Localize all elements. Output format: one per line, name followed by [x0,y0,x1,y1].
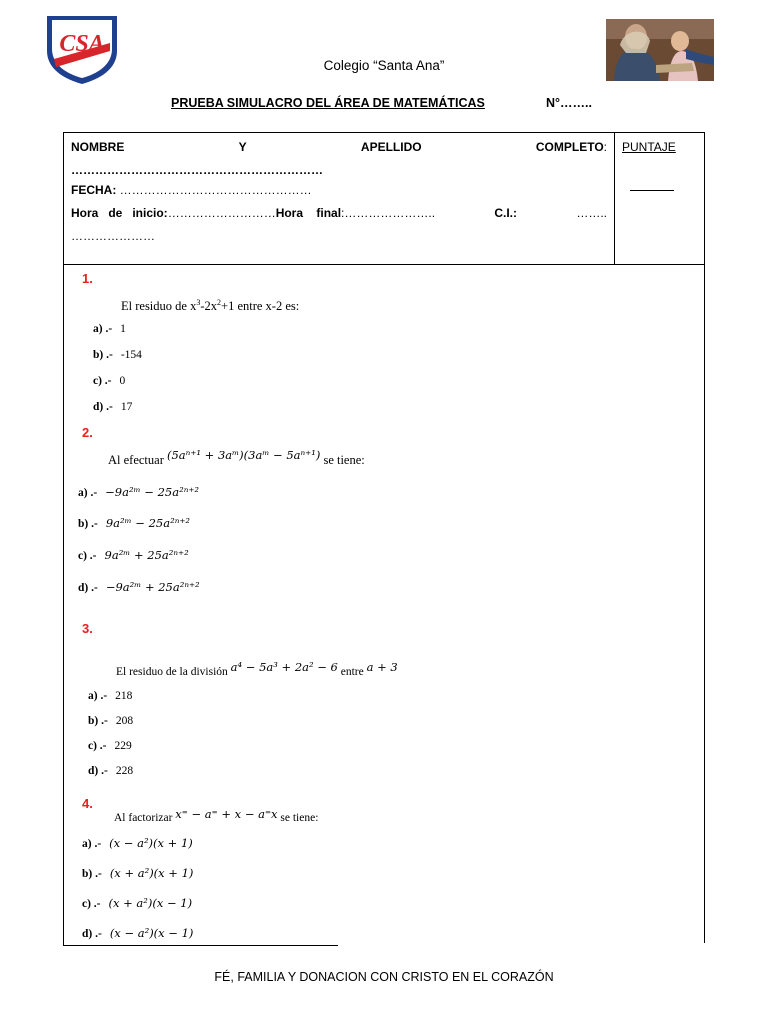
question-2-number: 2. [82,425,93,440]
question-3-statement [116,660,398,678]
score-blank [630,190,674,191]
date-row [71,183,312,197]
footer-motto: FÉ, FAMILIA Y DONACION CON CRISTO EN EL CORAZÓN [214,970,554,984]
q4-stmt-pre: Al factorizar [114,812,173,824]
ci-label: C.I.: [494,206,518,220]
question-1-statement: El residuo de $x^3-2x^2+1$ entre x-2 es: [121,298,300,314]
ci-dots: …….. [576,206,607,220]
exam-title: PRUEBA SIMULACRO DEL ÁREA DE MATEMÁTICAS [171,96,485,110]
date-dots: ………………………………………… [119,183,312,197]
q2-option-b[interactable]: b) .- 9a²ᵐ − 25a²ⁿ⁺² [78,516,191,530]
name-row [71,140,607,154]
start-dots: ……………………… [167,206,276,220]
logo-text: CSA [59,31,105,57]
q1-option-c[interactable]: c) .- 0 [93,375,126,387]
q3-option-a[interactable]: a) .- 218 [88,690,133,702]
q2-expression: (5aⁿ⁺¹ + 3aᵐ)(3aᵐ − 5aⁿ⁺¹) [167,448,321,462]
name-label-1: NOMBRE [71,140,125,154]
q4-stmt-post: se tiene: [280,812,319,824]
q1-option-b[interactable]: b) .- -154 [93,349,142,361]
q3-expression-2: a + 3 [366,660,398,674]
end-dots: ………………….. [344,206,436,220]
info-divider [614,132,615,265]
q3-stmt-pre: El residuo de la división [116,666,228,678]
q4-option-c[interactable]: c) .- (x + a²)(x − 1) [82,896,193,910]
q4-option-d[interactable]: d) .- (x − a²)(x − 1) [82,926,194,940]
q2-option-a[interactable]: a) .- −9a²ᵐ − 25a²ⁿ⁺² [78,485,200,499]
name-dots: ……………………………………………………… [71,163,323,177]
name-label-2: Y [238,140,247,154]
q2-option-d[interactable]: d) .- −9a²ᵐ + 25a²ⁿ⁺² [78,580,200,594]
ci-dots-2: ………………… [71,229,155,243]
q3-expression: a⁴ − 5a³ + 2a² − 6 [230,660,338,674]
q3-stmt-mid: entre [340,666,364,678]
q4-option-b[interactable]: b) .- (x + a²)(x + 1) [82,866,194,880]
score-label: PUNTAJE [622,140,676,154]
school-logo [44,13,120,85]
name-label-4: COMPLETO: [535,140,607,154]
q2-stmt-pre: Al efectuar [108,453,164,467]
name-label-3: APELLIDO [360,140,422,154]
q2-stmt-post: se tiene: [323,453,365,467]
q4-expression: x⁼ − a⁼ + x − a⁼x [175,807,278,821]
q3-option-c[interactable]: c) .- 229 [88,740,132,752]
q1-option-a[interactable]: a) .- 1 [93,323,126,335]
question-1-number: 1. [82,271,93,286]
frame-gap [338,943,708,949]
time-block: Hora de inicio:………………………Hora final:………………….. [71,206,436,220]
date-label: FECHA: [71,183,117,197]
school-name: Colegio “Santa Ana” [323,58,445,73]
time-row [71,206,607,220]
q1-option-d[interactable]: d) .- 17 [93,401,133,413]
q4-option-a[interactable]: a) .- (x − a²)(x + 1) [82,836,193,850]
q3-option-b[interactable]: b) .- 208 [88,715,134,727]
q3-option-d[interactable]: d) .- 228 [88,765,134,777]
question-3-number: 3. [82,621,93,636]
question-4-number: 4. [82,796,93,811]
question-2-statement [108,448,365,468]
exam-number: N°…….. [546,96,592,110]
question-4-statement [114,807,319,824]
q2-option-c[interactable]: c) .- 9a²ᵐ + 25a²ⁿ⁺² [78,548,189,562]
